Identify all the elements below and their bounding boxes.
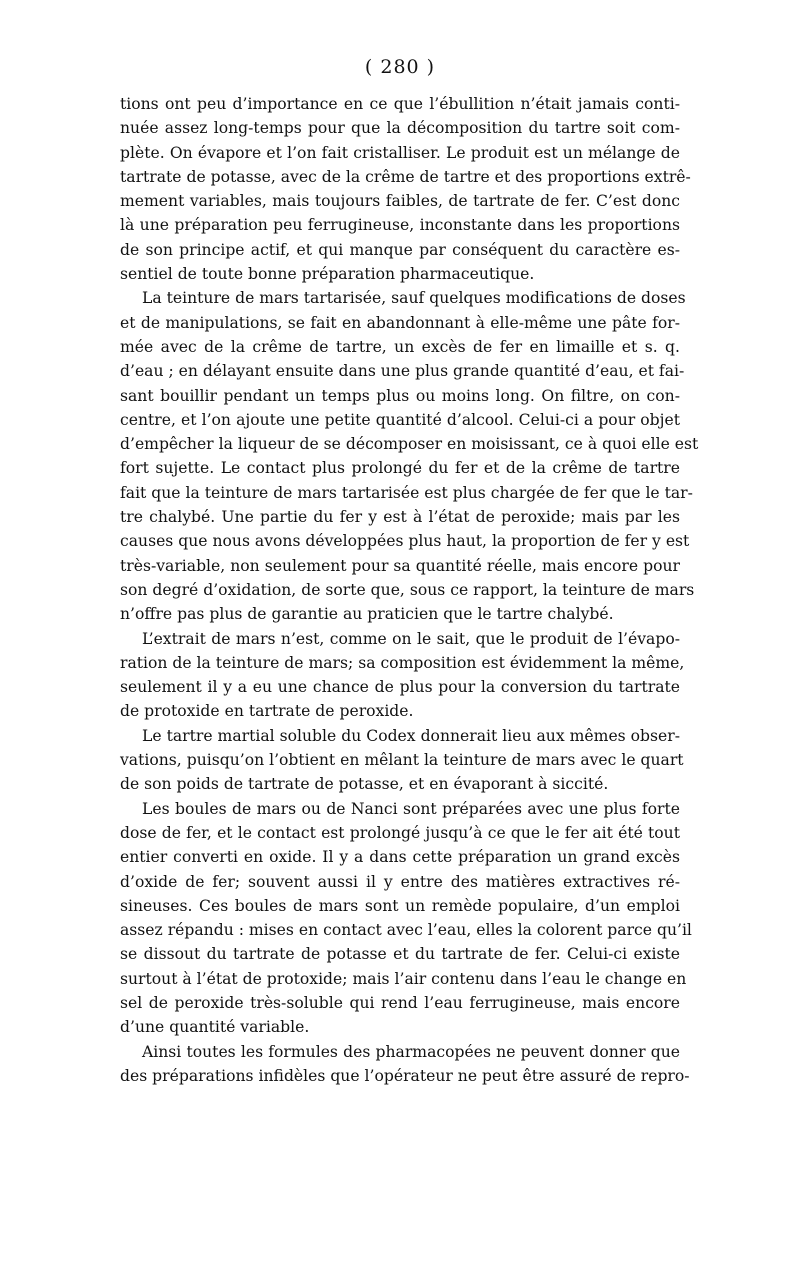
text-line: tre chalybé. Une partie du fer y est à l’état de peroxide; mais par les <box>120 508 680 527</box>
text-line: se dissout du tartrate de potasse et du tartrate de fer. Celui-ci existe <box>120 945 680 964</box>
text-line: là une préparation peu ferrugineuse, inconstante dans les proportions <box>120 216 680 235</box>
text-line: n’offre pas plus de garantie au praticien que le tartre chalybé. <box>120 605 614 624</box>
text-line: mée avec de la crême de tartre, un excès de fer en limaille et s. q. <box>120 337 680 356</box>
text-line: d’une quantité variable. <box>120 1018 310 1037</box>
text-line: vations, puisqu’on l’obtient en mêlant la teinture de mars avec le quart <box>120 751 684 770</box>
text-line: de protoxide en tartrate de peroxide. <box>120 702 414 721</box>
text-line: très-variable, non seulement pour sa quantité réelle, mais encore pour <box>120 556 680 575</box>
text-line: Le tartre martial soluble du Codex donnerait lieu aux mêmes obser- <box>142 726 680 745</box>
paragraph-p6 <box>120 1040 690 1089</box>
text-line: tions ont peu d’importance en ce que l’ébullition n’était jamais conti- <box>120 95 680 113</box>
paragraph-p5 <box>120 797 692 1040</box>
text-line: d’oxide de fer; souvent aussi il y entre des matières extractives ré- <box>120 872 680 891</box>
text-line: d’eau ; en délayant ensuite dans une plus grande quantité d’eau, et fai- <box>120 362 685 381</box>
text-line: Les boules de mars ou de Nanci sont préparées avec une plus forte <box>142 799 680 818</box>
text-line: seulement il y a eu une chance de plus pour la conversion du tartrate <box>120 678 680 697</box>
paragraph-p1 <box>120 92 691 286</box>
text-line: nuée assez long-temps pour que la décomposition du tartre soit com- <box>120 119 680 138</box>
text-line: L’extrait de mars n’est, comme on le sait, que le produit de l’évapo- <box>142 629 680 648</box>
page-number: ( 280 ) <box>364 56 436 78</box>
paragraph-p2 <box>120 286 699 626</box>
text-line: centre, et l’on ajoute une petite quantité d’alcool. Celui-ci a pour objet <box>120 410 680 429</box>
text-line: causes que nous avons développées plus haut, la proportion de fer y est <box>120 532 690 551</box>
paragraph-p4 <box>120 724 684 797</box>
text-line: sentiel de toute bonne préparation pharmaceutique. <box>120 265 535 284</box>
text-line: de son principe actif, et qui manque par conséquent du caractère es- <box>120 240 680 259</box>
text-line: d’empêcher la liqueur de se décomposer en moisissant, ce à quoi elle est <box>120 435 699 454</box>
text-line: fait que la teinture de mars tartarisée est plus chargée de fer que le tar- <box>120 483 693 502</box>
text-line: mement variables, mais toujours faibles, de tartrate de fer. C’est donc <box>120 192 680 211</box>
text-line: son degré d’oxidation, de sorte que, sous ce rapport, la teinture de mars <box>120 580 695 599</box>
text-line: entier converti en oxide. Il y a dans cette préparation un grand excès <box>120 848 680 867</box>
text-line: des préparations infidèles que l’opérateur ne peut être assuré de repro- <box>120 1066 690 1085</box>
text-line: ration de la teinture de mars; sa composition est évidemment la même, <box>120 653 685 672</box>
text-line: fort sujette. Le contact plus prolongé du fer et de la crême de tartre <box>120 459 680 478</box>
text-line: de son poids de tartrate de potasse, et en évaporant à siccité. <box>120 775 609 794</box>
text-line: tartrate de potasse, avec de la crême de tartre et des proportions extrê- <box>120 167 691 186</box>
text-line: plète. On évapore et l’on fait cristalliser. Le produit est un mélange de <box>120 143 680 162</box>
paragraph-p3 <box>120 627 685 724</box>
text-line: La teinture de mars tartarisée, sauf quelques modifications de doses <box>142 289 686 308</box>
text-line: surtout à l’état de protoxide; mais l’air contenu dans l’eau le change en <box>120 969 687 988</box>
text-line: sineuses. Ces boules de mars sont un remède populaire, d’un emploi <box>120 896 680 915</box>
text-line: sant bouillir pendant un temps plus ou moins long. On filtre, on con- <box>120 386 680 405</box>
text-line: sel de peroxide très-soluble qui rend l’eau ferrugineuse, mais encore <box>120 993 680 1012</box>
body-text <box>120 92 699 1088</box>
text-line: et de manipulations, se fait en abandonnant à elle-même une pâte for- <box>120 313 680 332</box>
text-line: Ainsi toutes les formules des pharmacopées ne peuvent donner que <box>142 1042 680 1061</box>
text-line: assez répandu : mises en contact avec l’eau, elles la colorent parce qu’il <box>120 921 692 940</box>
text-line: dose de fer, et le contact est prolongé jusqu’à ce que le fer ait été tout <box>120 823 680 842</box>
